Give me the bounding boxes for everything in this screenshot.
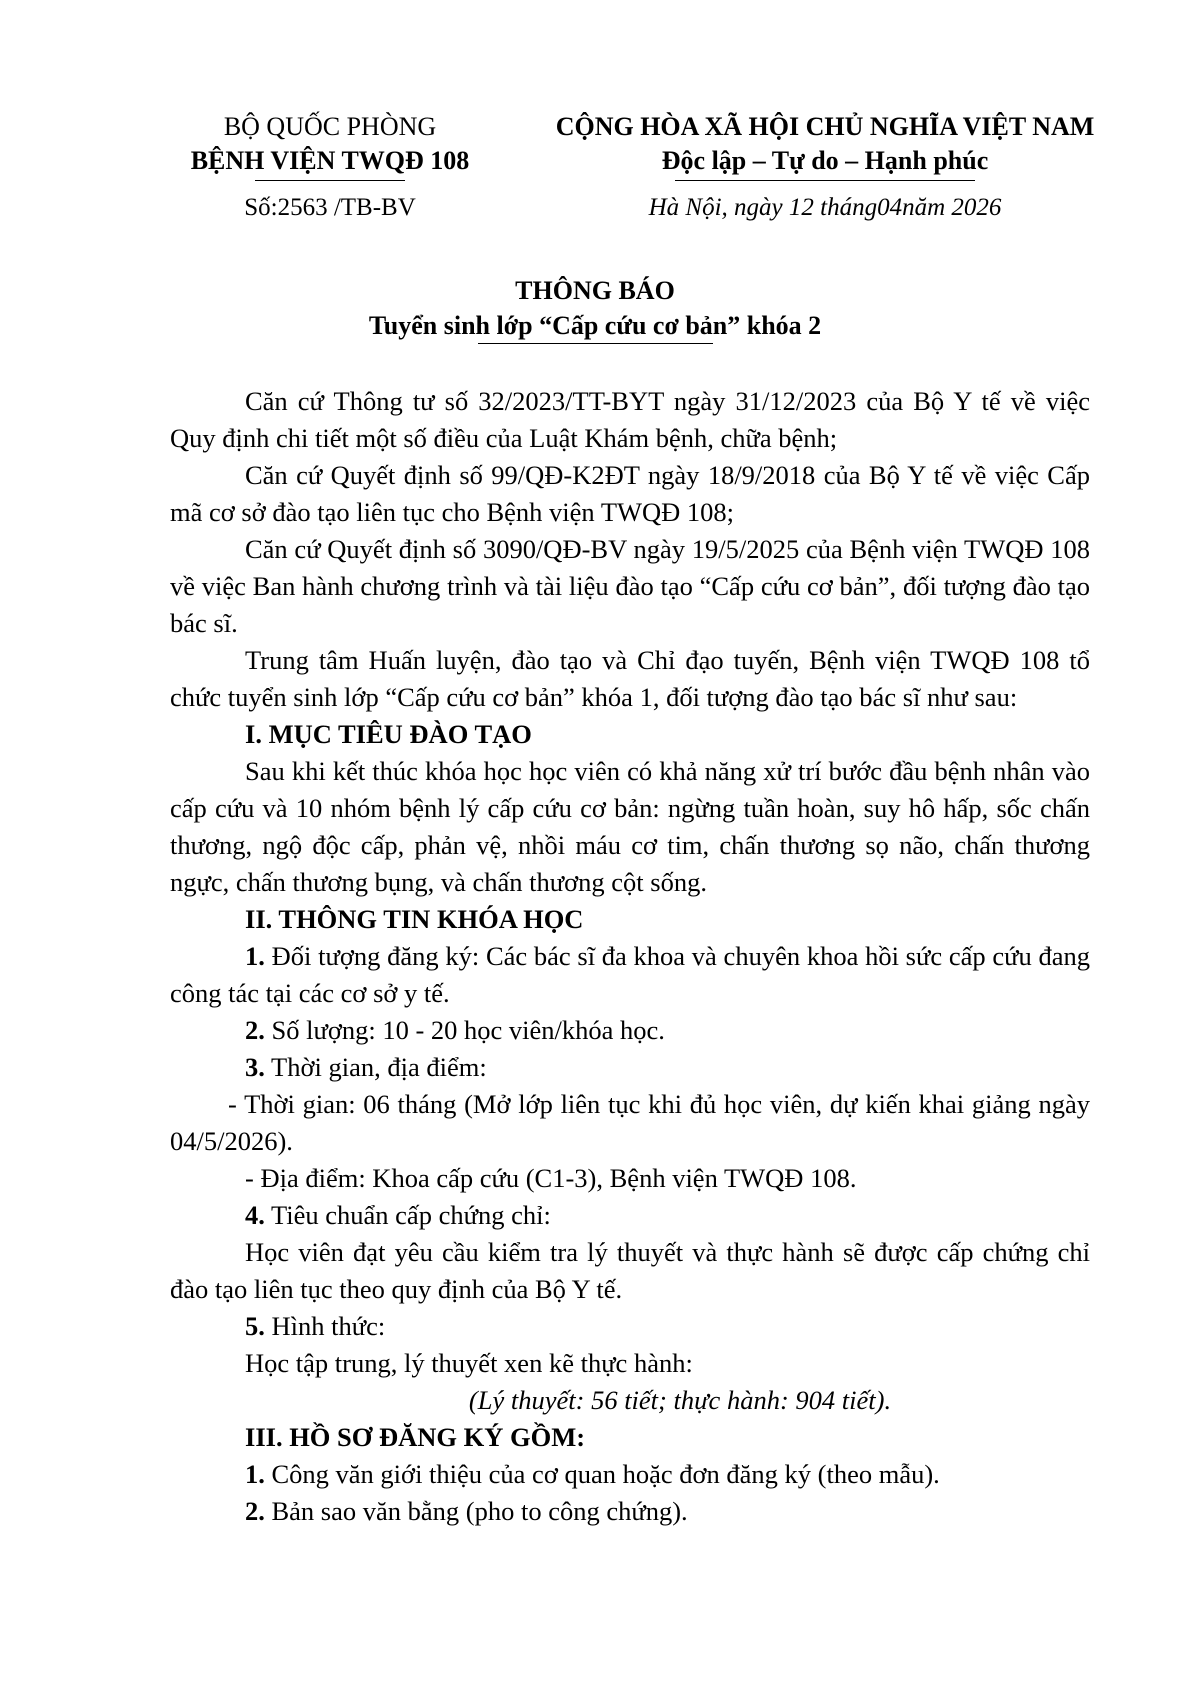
national-motto: Độc lập – Tự do – Hạnh phúc — [661, 146, 989, 175]
place-detail: - Địa điểm: Khoa cấp cứu (C1-3), Bệnh viện TWQĐ 108. — [245, 1163, 857, 1193]
hospital-name: BỆNH VIỆN TWQĐ 108 — [190, 146, 470, 175]
title-underline — [478, 343, 713, 344]
document-title-block — [0, 273, 1190, 344]
header-right — [545, 110, 1105, 225]
item-text: Tiêu chuẩn cấp chứng chỉ: — [264, 1200, 551, 1230]
ministry-name: BỘ QUỐC PHÒNG — [223, 112, 437, 141]
section-3-item — [170, 1493, 1090, 1530]
section-2-item — [170, 1012, 1090, 1049]
section-2-item — [170, 1308, 1090, 1345]
format-detail: Học tập trung, lý thuyết xen kẽ thực hành: — [245, 1348, 693, 1378]
document-date: Hà Nội, ngày 12 tháng04năm 2026 — [648, 194, 1002, 221]
item-text: Số lượng: 10 - 20 học viên/khóa học. — [264, 1015, 665, 1045]
hours-detail: (Lý thuyết: 56 tiết; thực hành: 904 tiết). — [468, 1385, 892, 1415]
section-2-heading: II. THÔNG TIN KHÓA HỌC — [245, 904, 584, 934]
item-number: 3. — [245, 1052, 265, 1082]
item-number: 1. — [245, 1459, 265, 1489]
certificate-detail: Học viên đạt yêu cầu kiểm tra lý thuyết và thực hành sẽ được cấp chứng chỉ đào tạo liên tục theo quy định của Bộ Y tế. — [170, 1237, 1090, 1304]
section-2-item — [170, 1197, 1090, 1234]
intro-paragraph: Trung tâm Huấn luyện, đào tạo và Chỉ đạo tuyến, Bệnh viện TWQĐ 108 tổ chức tuyển sinh lớp “Cấp cứu cơ bản” khóa 1, đối tượng đào tạo bác sĩ như sau: — [170, 645, 1090, 712]
item-text: Công văn giới thiệu của cơ quan hoặc đơn đăng ký (theo mẫu). — [264, 1459, 940, 1489]
item-number: 4. — [245, 1200, 265, 1230]
section-3-item — [170, 1456, 1090, 1493]
document-title: THÔNG BÁO — [515, 276, 675, 305]
section-1-text: Sau khi kết thúc khóa học học viên có khả năng xử trí bước đầu bệnh nhân vào cấp cứu và 10 nhóm bệnh lý cấp cứu cơ bản: ngừng tuần hoàn, suy hô hấp, sốc chấn thương, ngộ độc cấp, phản vệ, nhồi máu cơ tim, chấn thương sọ não, chấn thương ngực, chấn thương bụng, và chấn thương cột sống. — [170, 756, 1090, 897]
basis-paragraph: Căn cứ Quyết định số 99/QĐ-K2ĐT ngày 18/9/2018 của Bộ Y tế về việc Cấp mã cơ sở đào tạo liên tục cho Bệnh viện TWQĐ 108; — [170, 460, 1090, 527]
header-left — [180, 110, 480, 225]
item-text: Thời gian, địa điểm: — [264, 1052, 487, 1082]
item-number: 2. — [245, 1496, 265, 1526]
item-number: 2. — [245, 1015, 265, 1045]
item-text: Hình thức: — [264, 1311, 386, 1341]
country-name: CỘNG HÒA XÃ HỘI CHỦ NGHĨA VIỆT NAM — [555, 112, 1095, 141]
basis-paragraph: Căn cứ Quyết định số 3090/QĐ-BV ngày 19/5/2025 của Bệnh viện TWQĐ 108 về việc Ban hành chương trình và tài liệu đào tạo “Cấp cứu cơ bản”, đối tượng đào tạo bác sĩ. — [170, 534, 1090, 638]
section-1-heading: I. MỤC TIÊU ĐÀO TẠO — [245, 719, 532, 749]
item-text: Bản sao văn bằng (pho to công chứng). — [264, 1496, 688, 1526]
item-number: 1. — [245, 941, 265, 971]
section-2-item — [170, 1049, 1090, 1086]
section-2-item — [170, 938, 1090, 1012]
time-detail: - Thời gian: 06 tháng (Mở lớp liên tục khi đủ học viên, dự kiến khai giảng ngày 04/5/2026). — [170, 1089, 1090, 1156]
document-subtitle: Tuyển sinh lớp “Cấp cứu cơ bản” khóa 2 — [368, 311, 822, 340]
section-3-heading: III. HỒ SƠ ĐĂNG KÝ GỒM: — [245, 1422, 586, 1452]
basis-paragraph: Căn cứ Thông tư số 32/2023/TT-BYT ngày 31/12/2023 của Bộ Y tế về việc Quy định chi tiết một số điều của Luật Khám bệnh, chữa bệnh; — [170, 386, 1090, 453]
item-text: Đối tượng đăng ký: Các bác sĩ đa khoa và chuyên khoa hồi sức cấp cứu đang công tác tại các cơ sở y tế. — [170, 941, 1090, 1008]
hospital-underline — [255, 180, 405, 181]
motto-underline — [675, 180, 975, 181]
document-body — [170, 383, 1090, 1530]
document-number: Số:2563 /TB-BV — [244, 194, 416, 221]
item-number: 5. — [245, 1311, 265, 1341]
